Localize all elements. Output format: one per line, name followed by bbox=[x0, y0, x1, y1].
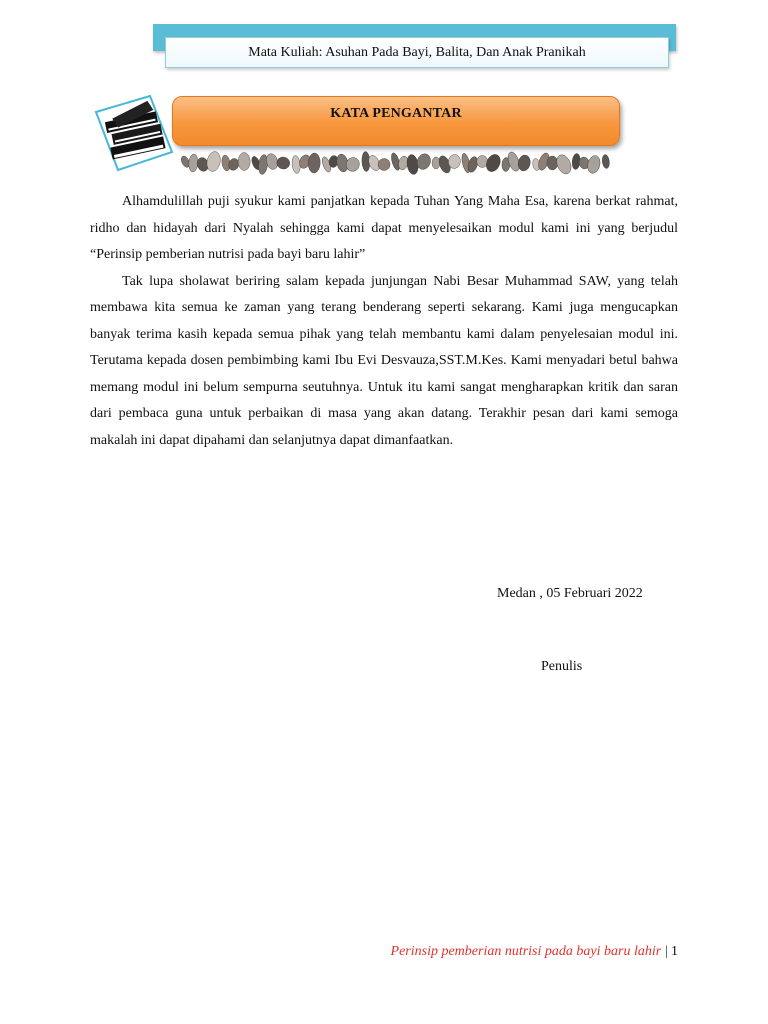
pebble bbox=[344, 156, 361, 173]
pebble-border bbox=[180, 150, 616, 176]
paragraph-1: Alhamdulillah puji syukur kami panjatkan kepada Tuhan Yang Maha Esa, karena berkat rahmat, ridho dan hidayah dari Nyalah sehingga kami dapat menyelesaikan modul kami ini yang berjudul “Perinsip pemberian nutrisi pada bayi baru lahir” bbox=[90, 194, 678, 262]
page-title: KATA PENGANTAR bbox=[330, 106, 462, 121]
pebble bbox=[484, 152, 503, 174]
pebble bbox=[432, 157, 440, 169]
pebble bbox=[238, 152, 250, 170]
page-footer bbox=[391, 944, 678, 960]
paragraph-2: Tak lupa sholawat beriring salam kepada junjungan Nabi Besar Muhammad SAW, yang telah membawa kita semua ke zaman yang terang benderang seperti sekarang. Kami juga mengucapkan banyak terima kasih kepada semua pihak yang telah membantu kami dalam penyelesaian modul ini. Terutama kepada dosen pembimbing kami Ibu Evi Desvauza,SST.M.Kes. Kami menyadari betul bahwa memang modul ini belum sempurna seutuhnya. Untuk itu kami sangat mengharapkan kritik dan saran dari pembaca guna untuk perbaikan di masa yang akan datang. Terakhir pesan dari kami semoga makalah ini dapat dipahami dan selanjutnya dapat dimanfaatkan. bbox=[90, 273, 678, 448]
course-title: Mata Kuliah: Asuhan Pada Bayi, Balita, Dan Anak Pranikah bbox=[248, 44, 586, 60]
footer-module-title: Perinsip pemberian nutrisi pada bayi baru lahir bbox=[390, 944, 662, 959]
page-number: 1 bbox=[671, 944, 678, 959]
pebble bbox=[517, 154, 532, 172]
place-date: Medan , 05 Februari 2022 bbox=[497, 586, 643, 601]
pebble bbox=[188, 154, 198, 173]
author-label: Penulis bbox=[541, 659, 583, 674]
pebble bbox=[308, 153, 321, 173]
preface-body bbox=[90, 189, 678, 454]
pebble bbox=[275, 156, 291, 171]
footer-separator: | bbox=[665, 944, 668, 959]
header-banner bbox=[165, 37, 669, 68]
books-icon bbox=[92, 94, 178, 172]
pebble bbox=[378, 158, 391, 171]
title-banner bbox=[172, 96, 620, 146]
pebble bbox=[205, 150, 222, 172]
pebble bbox=[554, 153, 574, 176]
pebble bbox=[601, 154, 610, 169]
pebble bbox=[547, 156, 558, 170]
pebble bbox=[586, 154, 602, 174]
